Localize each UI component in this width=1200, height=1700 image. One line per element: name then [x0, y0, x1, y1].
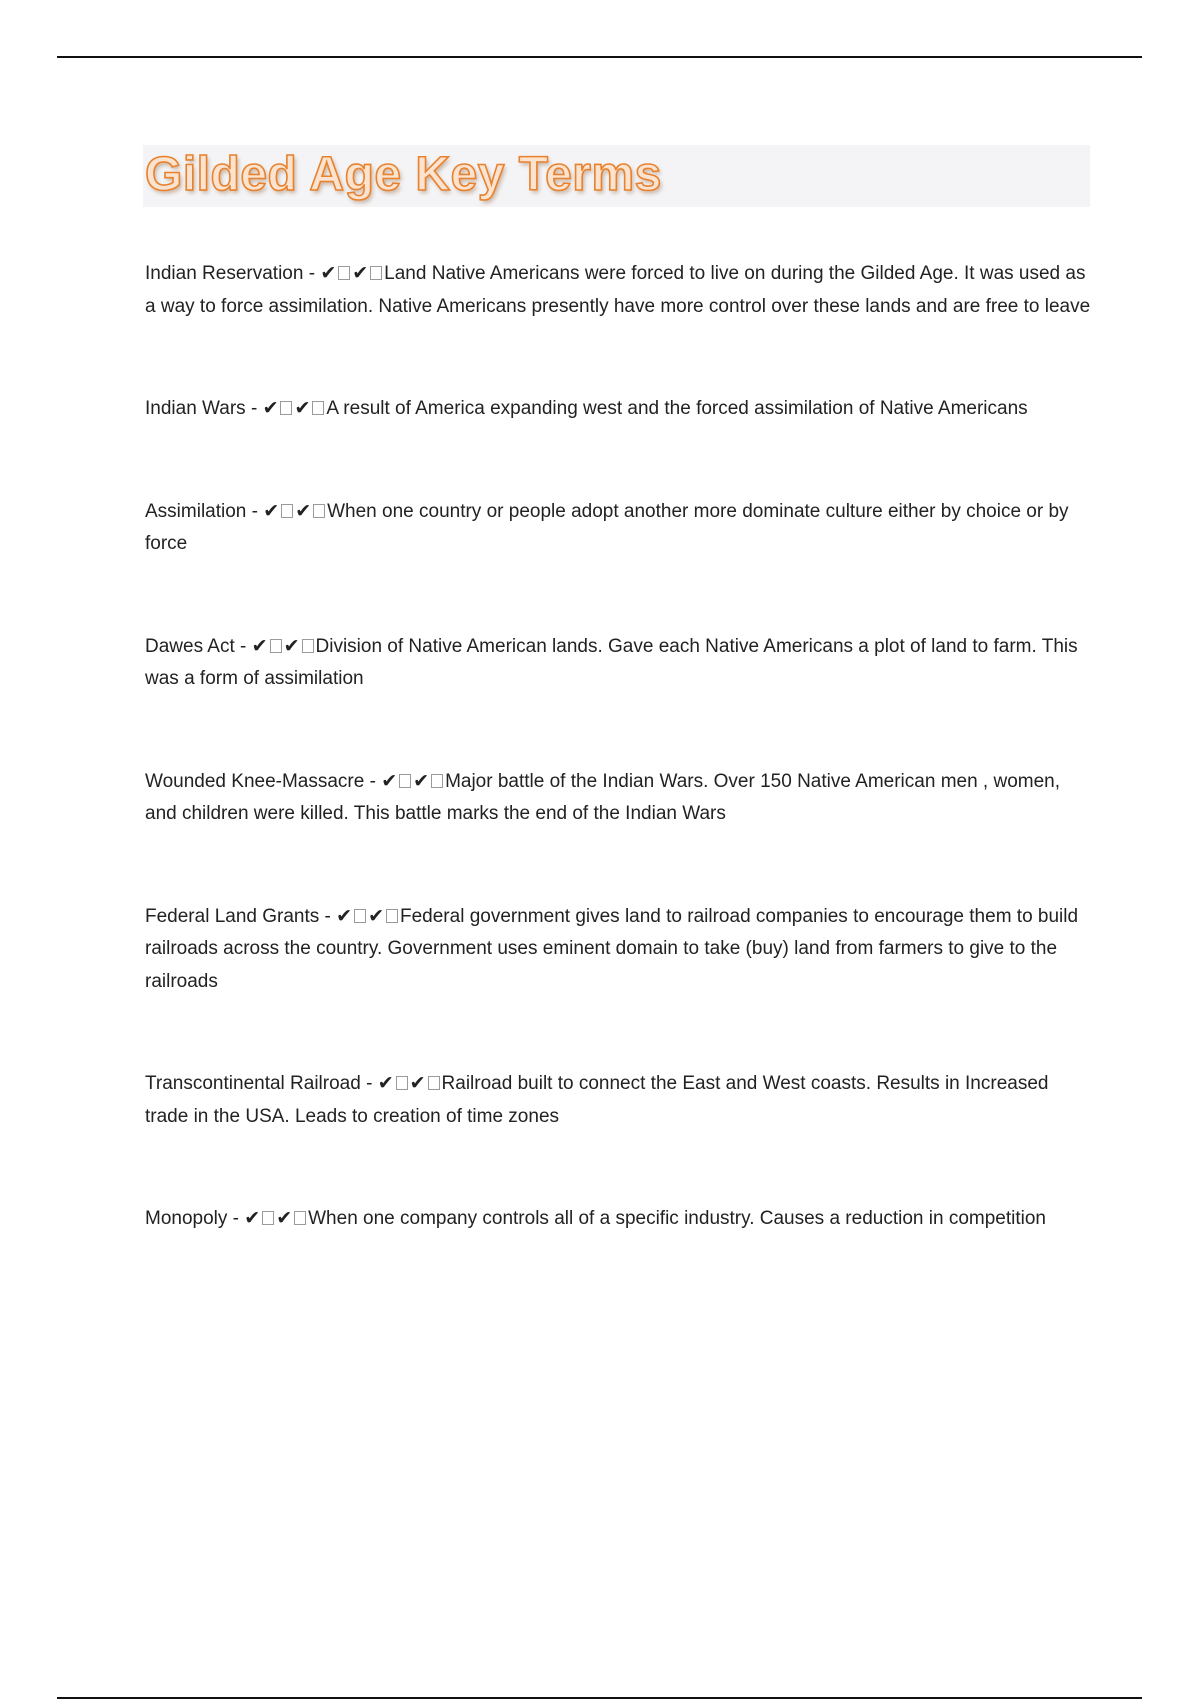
footer-rule: [57, 1697, 1142, 1699]
box-icon: [431, 774, 443, 788]
box-icon: [312, 401, 324, 415]
box-icon: [399, 774, 411, 788]
box-icon: [262, 1211, 274, 1225]
term-list: [145, 258, 1095, 1236]
checkmark-icon: ✔: [294, 398, 311, 419]
box-icon: [280, 401, 292, 415]
box-icon: [294, 1211, 306, 1225]
term-entry: Transcontinental Railroad - ✔ ✔ Railroad built to connect the East and West coasts. Results in Increased trade in the USA. Leads to creation of time zones: [145, 1073, 1049, 1127]
term-entry: Indian Wars - ✔ ✔ A result of America expanding west and the forced assimilation of Native Americans: [145, 398, 1028, 419]
checkmark-icon: ✔: [283, 635, 300, 657]
term-definition: Major battle of the Indian Wars. Over 150 Native American men , women, and children were killed. This battle marks the end of the Indian Wars: [145, 770, 1061, 824]
term-definition: When one country or people adopt another more dominate culture either by choice or by force: [145, 500, 1069, 554]
box-icon: [281, 504, 293, 518]
box-icon: [396, 1076, 408, 1090]
term-name: Assimilation: [145, 500, 247, 522]
term-entry: Wounded Knee-Massacre - ✔ ✔ Major battle of the Indian Wars. Over 150 Native American men , women, and children were killed. This battle marks the end of the Indian Wars: [145, 770, 1061, 824]
box-icon: [428, 1076, 440, 1090]
box-icon: [338, 266, 350, 280]
term-entry: Monopoly - ✔ ✔ When one company controls all of a specific industry. Causes a reduction in competition: [145, 1208, 1046, 1229]
term-definition: When one company controls all of a specific industry. Causes a reduction in competition: [308, 1208, 1046, 1229]
box-icon: [270, 639, 282, 653]
term-entry: Federal Land Grants - ✔ ✔ Federal government gives land to railroad companies to encourage them to build railroads across the country. Government uses eminent domain to take (buy) land from farmers to give to the railroads: [145, 905, 1079, 992]
term-definition: Railroad built to connect the East and West coasts. Results in Increased trade in the USA. Leads to creation of time zones: [145, 1073, 1049, 1127]
term-entry: Dawes Act - ✔ ✔ Division of Native American lands. Gave each Native Americans a plot of land to farm. This was a form of assimilation: [145, 635, 1078, 689]
term-name: Transcontinental Railroad: [145, 1073, 361, 1094]
term-name: Dawes Act: [145, 635, 235, 657]
checkmark-icon: ✔: [263, 500, 280, 522]
header-rule: [57, 56, 1142, 58]
checkmark-icon: ✔: [413, 770, 430, 792]
checkmark-icon: ✔: [244, 1208, 261, 1229]
box-icon: [302, 639, 314, 653]
term-name: Indian Reservation: [145, 263, 304, 284]
box-icon: [313, 504, 325, 518]
checkmark-icon: ✔: [251, 635, 268, 657]
term-entry: Assimilation - ✔ ✔ When one country or people adopt another more dominate culture either by choice or by force: [145, 500, 1069, 554]
checkmark-icon: ✔: [262, 398, 279, 419]
checkmark-icon: ✔: [276, 1208, 293, 1229]
checkmark-icon: ✔: [320, 263, 337, 284]
checkmark-icon: ✔: [381, 770, 398, 792]
term-definition: Land Native Americans were forced to live on during the Gilded Age. It was used as a way to force assimilation. Native Americans presently have more control over these lands and are free to leave: [145, 263, 1091, 317]
box-icon: [386, 909, 398, 923]
term-name: Indian Wars: [145, 398, 246, 419]
checkmark-icon: ✔: [409, 1073, 426, 1094]
term-entry: Indian Reservation - ✔ ✔ Land Native Americans were forced to live on during the Gilded Age. It was used as a way to force assimilation. Native Americans presently have more control over these lands and are free to leave: [145, 263, 1091, 317]
term-name: Wounded Knee-Massacre: [145, 770, 365, 792]
page-title: Gilded Age Key Terms: [145, 148, 662, 201]
box-icon: [354, 909, 366, 923]
term-definition: Federal government gives land to railroad companies to encourage them to build railroads across the country. Government uses eminent domain to take (buy) land from farmers to give to the railroads: [145, 905, 1079, 992]
checkmark-icon: ✔: [377, 1073, 394, 1094]
term-definition: A result of America expanding west and the forced assimilation of Native Americans: [326, 398, 1028, 419]
box-icon: [370, 266, 382, 280]
checkmark-icon: ✔: [295, 500, 312, 522]
term-name: Monopoly: [145, 1208, 228, 1229]
term-definition: Division of Native American lands. Gave each Native Americans a plot of land to farm. This was a form of assimilation: [145, 635, 1078, 689]
checkmark-icon: ✔: [352, 263, 369, 284]
term-name: Federal Land Grants: [145, 905, 320, 927]
checkmark-icon: ✔: [368, 905, 384, 927]
checkmark-icon: ✔: [336, 905, 353, 927]
